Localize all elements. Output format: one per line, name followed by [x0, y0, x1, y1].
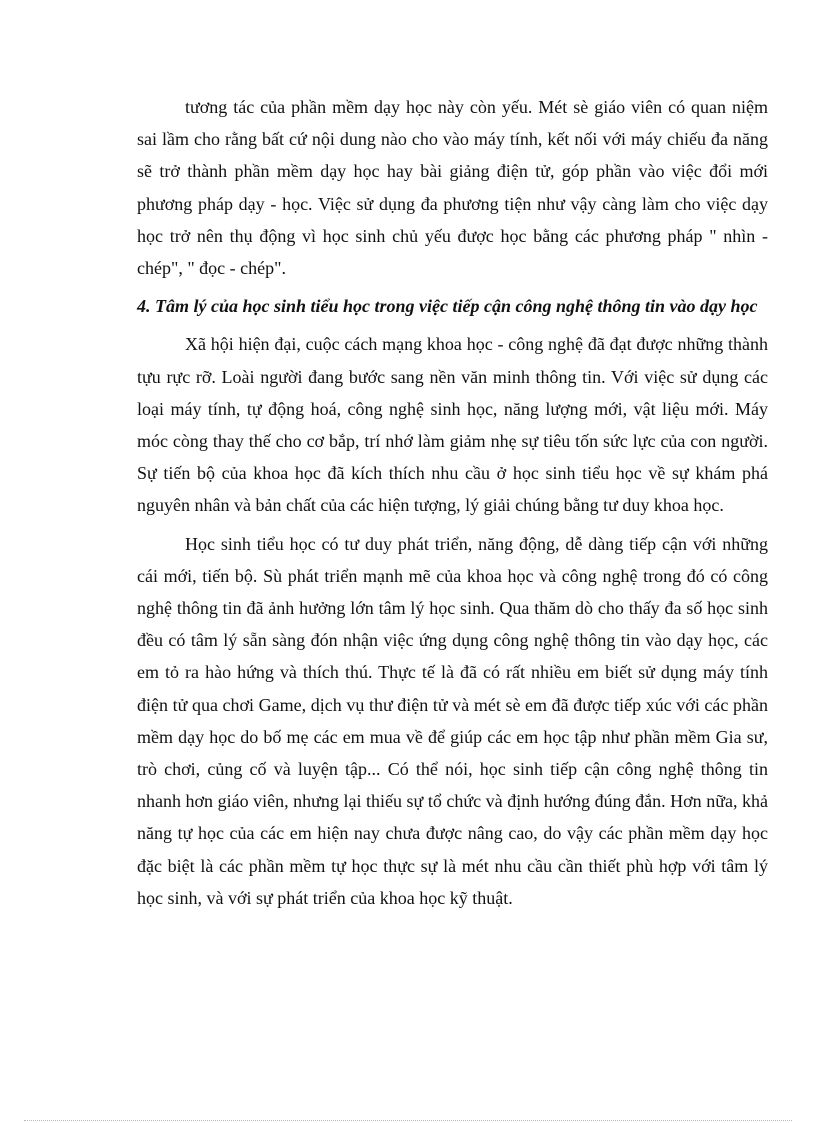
page-bottom-divider [24, 1120, 792, 1121]
section-heading: 4. Tâm lý của học sinh tiểu học trong việc tiếp cận công nghệ thông tin vào dạy học [137, 296, 758, 317]
paragraph-modern-society: Xã hội hiện đại, cuộc cách mạng khoa học - công nghệ đã đạt được những thành tựu rực rỡ. Loài người đang bước sang nền văn minh thông tin. Với việc sử dụng các loại máy tính, tự động hoá, công nghệ sinh học, năng lượng mới, vật liệu mới. Máy móc còng thay thế cho cơ bắp, trí nhớ làm giảm nhẹ sự tiêu tốn sức lực của con người. Sự tiến bộ của khoa học đã kích thích nhu cầu ở học sinh tiểu học về sự khám phá nguyên nhân và bản chất của các hiện tượng, lý giải chúng bằng tư duy khoa học. [137, 334, 768, 516]
paragraph-student-psychology: Học sinh tiểu học có tư duy phát triển, năng động, dễ dàng tiếp cận với những cái mới, tiến bộ. Sù phát triển mạnh mẽ của khoa học và công nghệ trong đó có công nghệ thông tin đã ảnh hưởng lớn tâm lý học sinh. Qua thăm dò cho thấy đa số học sinh đều có tâm lý sẵn sàng đón nhận việc ứng dụng công nghệ thông tin vào dạy học, các em tỏ ra hào hứng và thích thú. Thực tế là đã có rất nhiều em biết sử dụng máy tính điện tử qua chơi Game, dịch vụ thư điện tử và mét sè em đã được tiếp xúc với các phần mềm dạy học do bố mẹ các em mua về để giúp các em học tập như phần mềm Gia sư, trò chơi, củng cố và luyện tập... Có thể nói, học sinh tiếp cận công nghệ thông tin nhanh hơn giáo viên, nhưng lại thiếu sự tổ chức và định hướng đúng đắn. Hơn nữa, khả năng tự học của các em hiện nay chưa được nâng cao, do vậy các phần mềm dạy học đặc biệt là các phần mềm tự học thực sự là mét nhu cầu cần thiết phù hợp với tâm lý học sinh, và với sự phát triển của khoa học kỹ thuật. [137, 533, 768, 908]
paragraph-intro: tương tác của phần mềm dạy học này còn yếu. Mét sè giáo viên có quan niệm sai lầm cho rằng bất cứ nội dung nào cho vào máy tính, kết nối với máy chiếu đa năng sẽ trở thành phần mềm dạy học hay bài giảng điện tử, góp phần vào việc đổi mới phương pháp dạy - học. Việc sử dụng đa phương tiện như vậy càng làm cho việc dạy học trở nên thụ động vì học sinh chủ yếu được học bằng các phương pháp " nhìn - chép", " đọc - chép". [137, 97, 768, 279]
document-page [137, 91, 768, 914]
